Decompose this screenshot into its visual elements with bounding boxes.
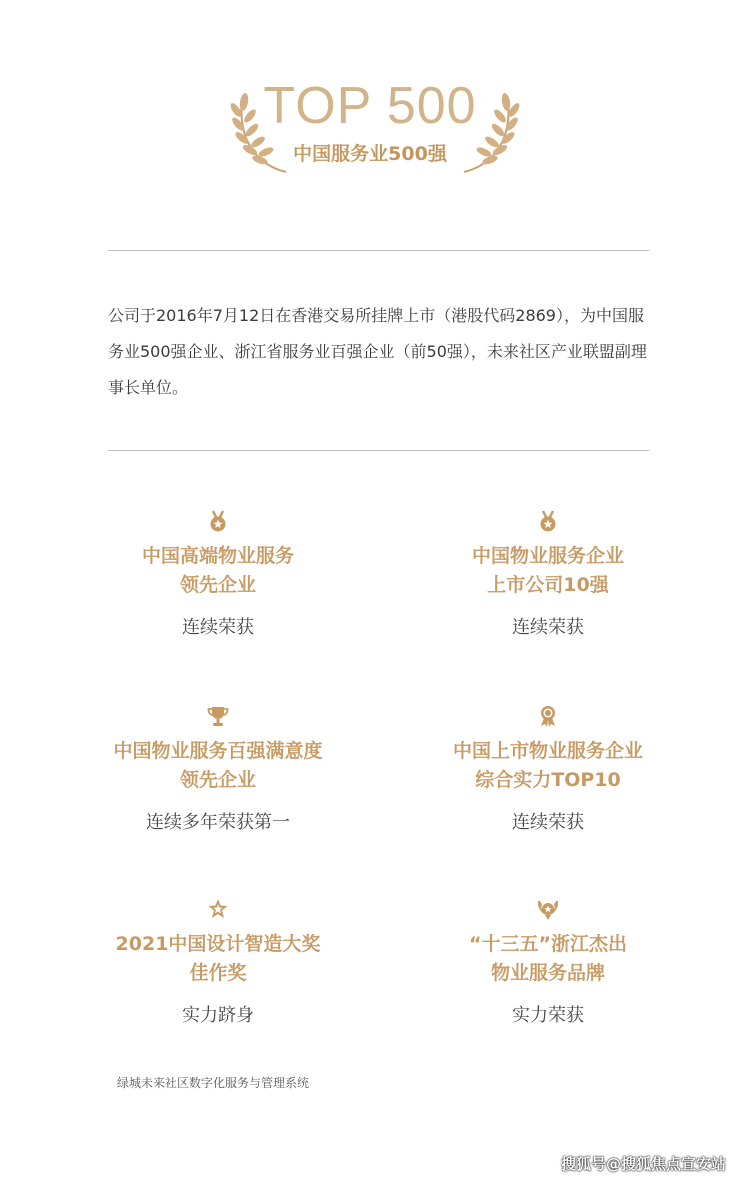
award-note: 实力跻身 [182,1005,254,1026]
company-intro-text: 公司于2016年7月12日在香港交易所挂牌上市（港股代码2869），为中国服务业500强企业、浙江省服务业百强企业（前50强），未来社区产业联盟副理事长单位。 [108,306,647,397]
award-title [398,930,698,988]
award-note: 连续荣获 [182,617,254,638]
trophy-icon [207,705,229,727]
divider-top [108,250,649,251]
award-note: 实力荣获 [512,1005,584,1026]
award-item [398,705,698,835]
footer-note: 绿城未来社区数字化服务与管理系统 [117,1076,310,1090]
award-title-line1: 中国物业服务企业 [471,545,624,567]
award-title-line2: 上市公司10强 [487,574,609,596]
hero-section [0,70,740,180]
award-title-line1: 中国上市物业服务企业 [452,740,643,762]
watermark: 搜狐号@搜狐焦点宣安站 [560,1155,726,1173]
award-title-line2: 领先企业 [179,769,256,791]
hero-title: TOP 500 [263,77,477,135]
award-title [398,542,698,600]
ribbon-badge-icon [537,705,559,727]
award-title [68,737,368,795]
award-item [398,898,698,1028]
award-title-line2: 综合实力TOP10 [475,769,621,791]
award-item [68,898,368,1028]
award-title [68,930,368,988]
star-badge-icon [207,898,229,920]
award-item [68,705,368,835]
laurel-badge-icon [537,898,559,920]
award-title-line2: 领先企业 [179,574,256,596]
medal-icon [537,510,559,532]
medal-icon [207,510,229,532]
award-title-line1: 中国物业服务百强满意度 [113,740,323,762]
award-item [398,510,698,640]
award-item [68,510,368,640]
hero-subtitle: 中国服务业500强 [293,143,447,165]
award-note: 连续多年荣获第一 [146,812,290,833]
award-title-line2: 佳作奖 [189,962,247,984]
award-title-line2: 物业服务品牌 [490,962,605,984]
award-title [398,737,698,795]
laurel-wreath-right-icon [456,86,526,176]
award-title-line1: 2021中国设计智造大奖 [115,933,321,955]
award-note: 连续荣获 [512,617,584,638]
award-title-line1: “十三五”浙江杰出 [469,933,627,955]
award-title-line1: 中国高端物业服务 [141,545,294,567]
award-note: 连续荣获 [512,812,584,833]
divider-bottom [108,450,649,451]
award-title [68,542,368,600]
